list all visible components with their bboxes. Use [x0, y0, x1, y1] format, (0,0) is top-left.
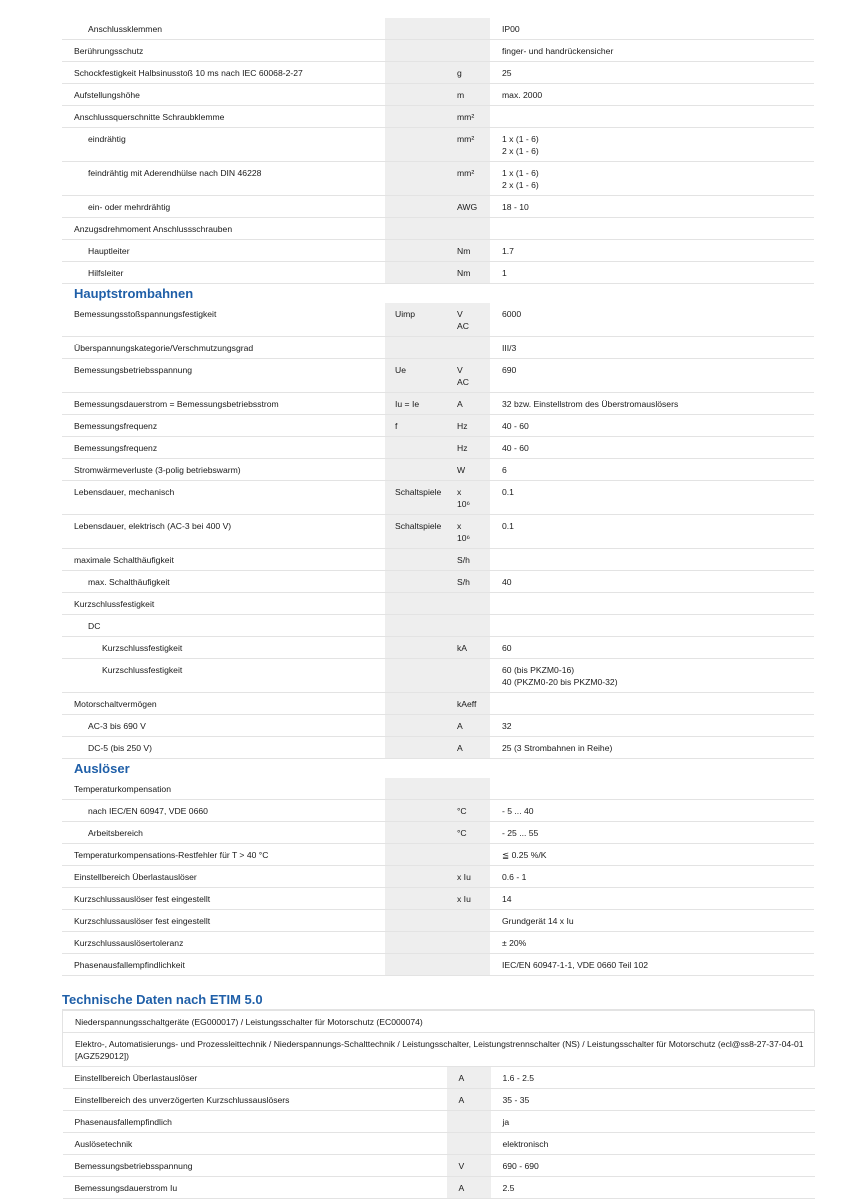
spec-symbol — [385, 437, 447, 459]
ausloeser-row — [62, 800, 814, 822]
spec-value: 32 — [490, 715, 814, 737]
spec-label: Kurzschlussfestigkeit — [74, 599, 155, 609]
spec-label: eindrähtig — [88, 134, 126, 144]
ausloeser-row — [62, 888, 814, 910]
spec-unit: Nm — [447, 262, 490, 284]
spec-symbol — [385, 844, 447, 866]
etim-unit: V — [447, 1155, 491, 1177]
hauptstrombahnen-row — [62, 337, 814, 359]
spec-label: Anschlussquerschnitte Schraubklemme — [74, 112, 225, 122]
spec-value: 1.7 — [490, 240, 814, 262]
spec-label: max. Schalthäufigkeit — [88, 577, 170, 587]
spec-unit — [447, 659, 490, 693]
spec-unit: AWG — [447, 196, 490, 218]
spec-label: Anzugsdrehmoment Anschlussschrauben — [74, 224, 233, 234]
hauptstrombahnen-row — [62, 693, 814, 715]
spec-label: Arbeitsbereich — [88, 828, 143, 838]
spec-value: max. 2000 — [490, 84, 814, 106]
spec-unit — [447, 778, 490, 800]
spec-label: Bemessungsstoßspannungsfestigkeit — [74, 309, 217, 319]
spec-symbol — [385, 822, 447, 844]
spec-value — [490, 693, 814, 715]
spec-table-hauptstrombahnen — [62, 303, 814, 759]
spec-unit: kAeff — [447, 693, 490, 715]
spec-symbol — [385, 800, 447, 822]
etim-value: 1.6 - 2.5 — [491, 1067, 815, 1089]
spec-value: 40 - 60 — [490, 437, 814, 459]
spec-value: 1 — [490, 262, 814, 284]
etim-row — [63, 1111, 815, 1133]
spec-symbol: Schaltspiele — [385, 481, 447, 515]
spec-row — [62, 240, 814, 262]
spec-label: Berührungsschutz — [74, 46, 144, 56]
ausloeser-row — [62, 910, 814, 932]
spec-unit: x 10⁶ — [447, 515, 490, 549]
spec-unit: A — [447, 715, 490, 737]
spec-row — [62, 62, 814, 84]
spec-value: 0.1 — [490, 481, 814, 515]
spec-symbol: Iu = Ie — [385, 393, 447, 415]
spec-label: ein- oder mehrdrähtig — [88, 202, 171, 212]
section-title-hauptstrombahnen: Hauptstrombahnen — [74, 286, 194, 301]
spec-label: maximale Schalthäufigkeit — [74, 555, 174, 565]
spec-value: 60 (bis PKZM0-16) 40 (PKZM0-20 bis PKZM0-32) — [490, 659, 814, 693]
spec-label: Stromwärmeverluste (3-polig betriebswarm) — [74, 465, 241, 475]
spec-label: Temperaturkompensation — [74, 784, 171, 794]
spec-row — [62, 18, 814, 40]
spec-label: DC — [88, 621, 101, 631]
spec-symbol — [385, 593, 447, 615]
etim-row — [63, 1067, 815, 1089]
etim-label: Einstellbereich Überlastauslöser — [63, 1067, 447, 1089]
spec-unit: °C — [447, 822, 490, 844]
spec-value: finger- und handrückensicher — [490, 40, 814, 62]
spec-value: 6000 — [490, 303, 814, 337]
spec-value — [490, 615, 814, 637]
spec-label: nach IEC/EN 60947, VDE 0660 — [88, 806, 208, 816]
etim-row — [63, 1089, 815, 1111]
spec-label: Kurzschlussauslösertoleranz — [74, 938, 184, 948]
hauptstrombahnen-row — [62, 549, 814, 571]
etim-unit: A — [447, 1089, 491, 1111]
spec-row — [62, 196, 814, 218]
spec-row — [62, 106, 814, 128]
spec-symbol — [385, 18, 447, 40]
spec-symbol — [385, 62, 447, 84]
spec-value — [490, 218, 814, 240]
etim-unit: A — [447, 1177, 491, 1199]
spec-value: 40 — [490, 571, 814, 593]
section-title-ausloeser: Auslöser — [74, 761, 130, 776]
spec-label: AC-3 bis 690 V — [88, 721, 146, 731]
hauptstrombahnen-row — [62, 415, 814, 437]
spec-symbol — [385, 715, 447, 737]
etim-row — [63, 1177, 815, 1199]
spec-value: IEC/EN 60947-1-1, VDE 0660 Teil 102 — [490, 954, 814, 976]
spec-symbol — [385, 693, 447, 715]
hauptstrombahnen-row — [62, 481, 814, 515]
spec-symbol — [385, 196, 447, 218]
spec-label: Lebensdauer, elektrisch (AC-3 bei 400 V) — [74, 521, 232, 531]
spec-symbol: Uimp — [385, 303, 447, 337]
spec-unit: mm² — [447, 106, 490, 128]
spec-label: Bemessungsfrequenz — [74, 443, 158, 453]
spec-label: Motorschaltvermögen — [74, 699, 157, 709]
spec-table-general — [62, 18, 814, 284]
spec-value — [490, 778, 814, 800]
hauptstrombahnen-row — [62, 593, 814, 615]
spec-unit: x Iu — [447, 888, 490, 910]
spec-label: Hauptleiter — [88, 246, 130, 256]
spec-unit — [447, 844, 490, 866]
spec-symbol — [385, 954, 447, 976]
spec-symbol — [385, 240, 447, 262]
spec-symbol — [385, 888, 447, 910]
spec-symbol — [385, 737, 447, 759]
spec-value: - 25 ... 55 — [490, 822, 814, 844]
spec-value: 0.1 — [490, 515, 814, 549]
ausloeser-row — [62, 778, 814, 800]
spec-label: Kurzschlussauslöser fest eingestellt — [74, 894, 211, 904]
spec-value: 25 — [490, 62, 814, 84]
spec-value: 6 — [490, 459, 814, 481]
spec-symbol — [385, 337, 447, 359]
spec-value: IP00 — [490, 18, 814, 40]
spec-symbol — [385, 571, 447, 593]
spec-symbol — [385, 615, 447, 637]
spec-unit: x Iu — [447, 866, 490, 888]
etim-value: elektronisch — [491, 1133, 815, 1155]
spec-unit: V AC — [447, 303, 490, 337]
spec-value: 18 - 10 — [490, 196, 814, 218]
spec-symbol — [385, 128, 447, 162]
spec-symbol — [385, 866, 447, 888]
etim-unit — [447, 1133, 491, 1155]
etim-label: Auslösetechnik — [63, 1133, 447, 1155]
ausloeser-row — [62, 932, 814, 954]
spec-value: 25 (3 Strombahnen in Reihe) — [490, 737, 814, 759]
spec-label: Kurzschlussfestigkeit — [102, 665, 183, 675]
spec-label: Lebensdauer, mechanisch — [74, 487, 175, 497]
spec-value: 14 — [490, 888, 814, 910]
spec-label: Kurzschlussfestigkeit — [102, 643, 183, 653]
spec-unit: Nm — [447, 240, 490, 262]
spec-unit — [447, 615, 490, 637]
spec-unit — [447, 40, 490, 62]
spec-unit: mm² — [447, 128, 490, 162]
spec-label: DC-5 (bis 250 V) — [88, 743, 152, 753]
etim-class-text: Niederspannungsschaltgeräte (EG000017) / Leistungsschalter für Motorschutz (EC000074) — [63, 1011, 815, 1033]
spec-unit: S/h — [447, 571, 490, 593]
spec-symbol — [385, 910, 447, 932]
spec-unit: Hz — [447, 437, 490, 459]
spec-unit — [447, 18, 490, 40]
ausloeser-row — [62, 954, 814, 976]
spec-unit — [447, 218, 490, 240]
spec-unit: °C — [447, 800, 490, 822]
spec-unit: m — [447, 84, 490, 106]
spec-unit — [447, 593, 490, 615]
spec-value: 60 — [490, 637, 814, 659]
spec-value: 0.6 - 1 — [490, 866, 814, 888]
spec-unit — [447, 337, 490, 359]
spec-value: III/3 — [490, 337, 814, 359]
etim-class-text: Elektro-, Automatisierungs- und Prozessleittechnik / Niederspannungs-Schalttechnik / Leistungsschalter, Leistungstrennschalter (NS) / Leistungsschalter für Motorschutz (ecl@ss8-27-37-04-01 [AGZ529012]) — [63, 1033, 815, 1067]
spec-unit: mm² — [447, 162, 490, 196]
etim-unit — [447, 1111, 491, 1133]
spec-symbol — [385, 637, 447, 659]
etim-value: 35 - 35 — [491, 1089, 815, 1111]
spec-symbol — [385, 778, 447, 800]
spec-symbol — [385, 659, 447, 693]
spec-row — [62, 262, 814, 284]
spec-label: Phasenausfallempfindlichkeit — [74, 960, 185, 970]
datasheet-page — [62, 18, 814, 1199]
spec-symbol: Schaltspiele — [385, 515, 447, 549]
etim-label: Einstellbereich des unverzögerten Kurzschlussauslösers — [63, 1089, 447, 1111]
spec-label: Kurzschlussauslöser fest eingestellt — [74, 916, 211, 926]
hauptstrombahnen-row — [62, 659, 814, 693]
spec-value: - 5 ... 40 — [490, 800, 814, 822]
spec-symbol — [385, 106, 447, 128]
hauptstrombahnen-row — [62, 393, 814, 415]
spec-unit — [447, 932, 490, 954]
spec-symbol — [385, 459, 447, 481]
spec-label: Bemessungsfrequenz — [74, 421, 158, 431]
spec-label: Einstellbereich Überlastauslöser — [74, 872, 197, 882]
spec-unit: Hz — [447, 415, 490, 437]
spec-value: ± 20% — [490, 932, 814, 954]
hauptstrombahnen-row — [62, 437, 814, 459]
spec-value: 40 - 60 — [490, 415, 814, 437]
spec-row — [62, 128, 814, 162]
hauptstrombahnen-row — [62, 359, 814, 393]
spec-unit: g — [447, 62, 490, 84]
spec-label: Schockfestigkeit Halbsinusstoß 10 ms nach IEC 60068-2-27 — [74, 68, 303, 78]
spec-value: 1 x (1 - 6) 2 x (1 - 6) — [490, 128, 814, 162]
hauptstrombahnen-row — [62, 571, 814, 593]
spec-value — [490, 593, 814, 615]
spec-symbol — [385, 162, 447, 196]
spec-unit: W — [447, 459, 490, 481]
spec-table-etim — [62, 1010, 815, 1199]
spec-row — [62, 40, 814, 62]
spec-value: Grundgerät 14 x Iu — [490, 910, 814, 932]
spec-row — [62, 162, 814, 196]
spec-value: 690 — [490, 359, 814, 393]
spec-symbol: f — [385, 415, 447, 437]
spec-symbol — [385, 262, 447, 284]
spec-table-ausloeser — [62, 778, 814, 976]
etim-label: Bemessungsdauerstrom Iu — [63, 1177, 447, 1199]
etim-value: 2.5 — [491, 1177, 815, 1199]
spec-unit: kA — [447, 637, 490, 659]
hauptstrombahnen-row — [62, 615, 814, 637]
etim-unit: A — [447, 1067, 491, 1089]
ausloeser-row — [62, 822, 814, 844]
ausloeser-row — [62, 844, 814, 866]
spec-symbol — [385, 40, 447, 62]
spec-value: 1 x (1 - 6) 2 x (1 - 6) — [490, 162, 814, 196]
etim-row — [63, 1155, 815, 1177]
spec-value: 32 bzw. Einstellstrom des Überstromauslösers — [490, 393, 814, 415]
spec-label: Hilfsleiter — [88, 268, 124, 278]
hauptstrombahnen-row — [62, 637, 814, 659]
spec-value: ≦ 0.25 %/K — [490, 844, 814, 866]
spec-symbol — [385, 84, 447, 106]
spec-label: Bemessungsbetriebsspannung — [74, 365, 193, 375]
spec-unit — [447, 910, 490, 932]
hauptstrombahnen-row — [62, 737, 814, 759]
spec-symbol — [385, 932, 447, 954]
etim-value: 690 - 690 — [491, 1155, 815, 1177]
spec-unit — [447, 954, 490, 976]
etim-value: ja — [491, 1111, 815, 1133]
spec-value — [490, 106, 814, 128]
spec-label: feindrähtig mit Aderendhülse nach DIN 46228 — [88, 168, 262, 178]
spec-unit: x 10⁶ — [447, 481, 490, 515]
spec-unit: A — [447, 737, 490, 759]
etim-label: Phasenausfallempfindlich — [63, 1111, 447, 1133]
hauptstrombahnen-row — [62, 459, 814, 481]
hauptstrombahnen-row — [62, 715, 814, 737]
section-title-etim: Technische Daten nach ETIM 5.0 — [62, 976, 814, 1010]
spec-unit: A — [447, 393, 490, 415]
spec-label: Anschlussklemmen — [88, 24, 163, 34]
spec-value — [490, 549, 814, 571]
spec-row — [62, 84, 814, 106]
spec-label: Aufstellungshöhe — [74, 90, 140, 100]
ausloeser-row — [62, 866, 814, 888]
spec-unit: V AC — [447, 359, 490, 393]
spec-label: Temperaturkompensations-Restfehler für T > 40 °C — [74, 850, 269, 860]
spec-label: Bemessungsdauerstrom = Bemessungsbetriebsstrom — [74, 399, 279, 409]
spec-row — [62, 218, 814, 240]
etim-row — [63, 1133, 815, 1155]
spec-unit: S/h — [447, 549, 490, 571]
spec-label: Überspannungskategorie/Verschmutzungsgrad — [74, 343, 254, 353]
etim-class-row — [63, 1011, 815, 1033]
spec-symbol — [385, 549, 447, 571]
hauptstrombahnen-row — [62, 303, 814, 337]
etim-class-row — [63, 1033, 815, 1067]
hauptstrombahnen-row — [62, 515, 814, 549]
spec-symbol: Ue — [385, 359, 447, 393]
spec-symbol — [385, 218, 447, 240]
etim-label: Bemessungsbetriebsspannung — [63, 1155, 447, 1177]
